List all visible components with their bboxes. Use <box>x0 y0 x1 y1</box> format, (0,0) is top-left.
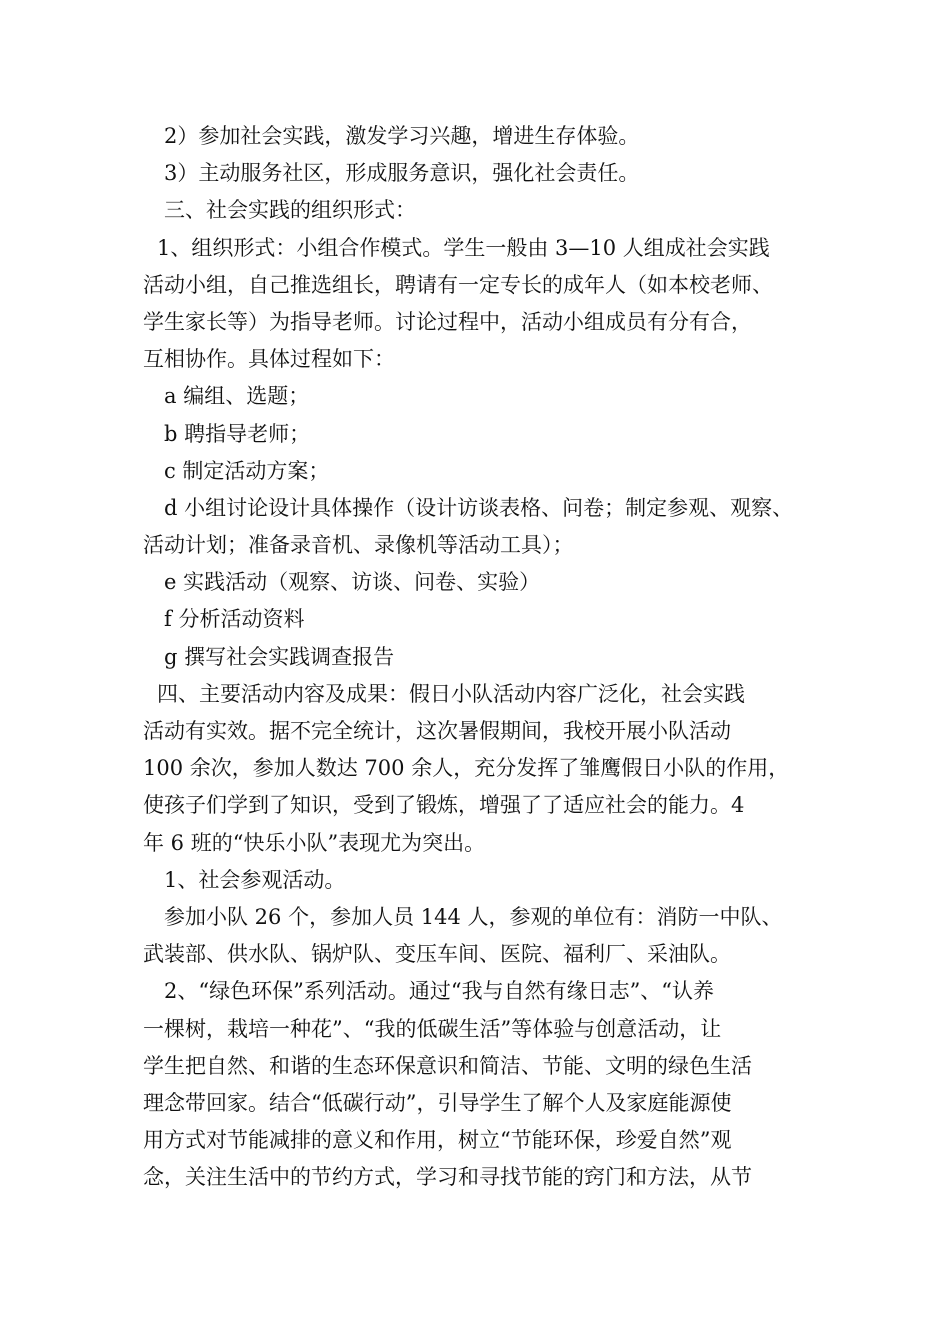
paragraph-line: 活动小组，自己推选组长，聘请有一定专长的成年人（如本校老师、 <box>143 272 773 297</box>
list-item-3: 3）主动服务社区，形成服务意识，强化社会责任。 <box>164 161 640 186</box>
step-item-c: c 制定活动方案； <box>164 458 330 483</box>
paragraph-line: 年 6 班的“快乐小队”表现尤为突出。 <box>143 830 486 855</box>
step-item-e: e 实践活动（观察、访谈、问卷、实验） <box>164 570 541 595</box>
section-heading-4: 四、主要活动内容及成果：假日小队活动内容广泛化，社会实践 <box>157 681 745 706</box>
paragraph-line: 互相协作。具体过程如下： <box>143 347 395 372</box>
paragraph-line: 学生把自然、和谐的生态环保意识和简洁、节能、文明的绿色生活 <box>143 1053 752 1078</box>
step-item-a: a 编组、选题； <box>164 384 310 409</box>
subsection-heading-1: 1、社会参观活动。 <box>164 867 346 892</box>
step-item-g: g 撰写社会实践调查报告 <box>164 644 395 669</box>
section-heading-3: 三、社会实践的组织形式： <box>164 198 416 223</box>
paragraph-line: 参加小队 26 个，参加人员 144 人，参观的单位有：消防一中队、 <box>164 904 783 929</box>
paragraph-line: 1、组织形式：小组合作模式。学生一般由 3—10 人组成社会实践 <box>157 235 770 260</box>
paragraph-line: 理念带回家。结合“低碳行动”，引导学生了解个人及家庭能源使 <box>143 1090 732 1115</box>
paragraph-line: 活动计划；准备录音机、录像机等活动工具）； <box>143 533 574 558</box>
paragraph-line: 武装部、供水队、锅炉队、变压车间、医院、福利厂、采油队。 <box>143 942 731 967</box>
step-item-f: f 分析活动资料 <box>164 607 305 632</box>
paragraph-line: 活动有实效。据不完全统计，这次暑假期间，我校开展小队活动 <box>143 719 731 743</box>
document-body <box>143 118 833 1196</box>
paragraph-line: 用方式对节能减排的意义和作用，树立“节能环保，珍爱自然”观 <box>143 1128 732 1153</box>
subsection-heading-2: 2、“绿色环保”系列活动。通过“我与自然有缘日志”、“认养 <box>164 979 715 1004</box>
step-item-d: d 小组讨论设计具体操作（设计访谈表格、问卷；制定参观、观察、 <box>164 495 794 520</box>
paragraph-line: 学生家长等）为指导老师。讨论过程中，活动小组成员有分有合， <box>143 309 752 334</box>
paragraph-line: 100 余次，参加人数达 700 余人，充分发挥了雏鹰假日小队的作用， <box>143 756 790 781</box>
paragraph-line: 念，关注生活中的节约方式，学习和寻找节能的窍门和方法，从节 <box>143 1165 752 1190</box>
list-item-2: 2）参加社会实践，激发学习兴趣，增进生存体验。 <box>164 124 640 148</box>
paragraph-line: 一棵树，栽培一种花”、“我的低碳生活”等体验与创意活动，让 <box>143 1016 722 1041</box>
step-item-b: b 聘指导老师； <box>164 421 311 446</box>
paragraph-line: 使孩子们学到了知识，受到了锻炼，增强了了适应社会的能力。4 <box>143 793 745 818</box>
